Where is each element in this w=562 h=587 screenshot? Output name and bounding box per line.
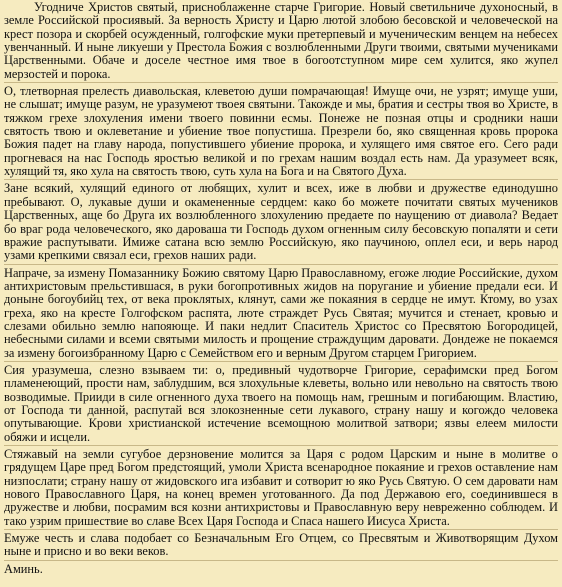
paragraph-3: Зане всякий, хулящий единого от любящих, хулит и всех, иже в любви и дружестве единодушно пребывают. О, лукавые души и окамененные сердцем: како бо можете почитати святых мучеников Царственных, аще бо Друга их возлюбленного злохулению предаете по наущению от диавола? Ведает бо враг рода человеческого, яко дароваша ти Господь духом огненным силу бесовскую попаляти и сети вражие распутывати. Имиже сатана всю землю Российскую, яко паучиною, оплел еси, и верь народ узами крепкими связал еси, грехов наших ради. (4, 182, 558, 264)
paragraph-6: Стяжавый на земли сугубое дерзновение молится за Царя с родом Царским и ныне в молитве о грядущем Царе пред Богом предстоящий, умоли Христа всенародное покаяние и грехов оставление нам низпослати; страну нашу от жидовского ига избавит и сотворит ю яко Русь Святую. О сем даровати нам нового Православного Царя, на конец времен уготованного. Да под Державою его, соединившеся в дружестве и любви, посрамим вся козни антихристовы и Православную веру невреженно соблюдем. И тако узрим пришествие во славе Всех Царя Господа и Спаса нашего Иисуса Христа. (4, 448, 558, 530)
paragraph-1: Угодниче Христов святый, присноблаженне старче Григорие. Новый светильниче духоносный, в земле Российской просиявый. За верность Христу и Царю лютой злобою бесовской и человеческой на крест позора и скорбей осужденный, голгофские муки претерпевый и мученическим венцем на небесех увенчанный. И ныне ликуеши у Престола Божия с возлюбленными Други твоими, святыми мучениками Царственными. Обаче и доселе честное имя твое в богоотступном мире сем хулится, яко жупел мерзостей и порока. (4, 1, 558, 83)
paragraph-4: Напраче, за измену Помазаннику Божию святому Царю Православному, егоже людие Российские, духом антихристовым прельстившася, в руки богопротивных жидов на поругание и убиение предали еси. И доныне богоубийц тех, от века проклятых, клянут, сами же покаяния в сердце не имут. Ктому, во узах греха, яко на кресте Голгофском распята, люте страждет Русь Святая; мучится и стенает, кровью и слезами обильно землю напояюще. И паки недлит Спаситель Христос со Пресвятою Богородицей, небесными силами и всеми святыми милость и прощение страждущим даровати. Дондеже не покаемся за измену богоизбранному Царю с Семейством его и верным Другом старцем Григорием. (4, 267, 558, 362)
paragraph-8: Аминь. (4, 561, 43, 576)
paragraph-5: Сия уразумеша, слезно взываем ти: о, предивный чудотворче Григорие, серафимски пред Богом пламенеющий, прости нам, заблудшим, вся злохульные клеветы, вольно или невольно на святость твою возводимые. Прииди в силе огненного духа твоего на помощь нам, грешным и погибающим. Властию, от Господа ти данной, распутай вся злокозненные сети лукавого, страну нашу и когождо человека опутывающие. Крови христианской истечение всемощною молитвой затвори; язвы елеем милости обяжи и исцели. (4, 364, 558, 446)
paragraph-2: О, тлетворная прелесть диавольская, клеветою души помрачающая! Имуще очи, не узрят; имуще уши, не слышат; имуще разум, не уразумеют твоея святыни. Такожде и мы, братия и сестры твоя во Христе, в тяжком грехе злохуления имени твоего повинни есмы. Понеже не позная отцы и сродники наши святость твою и оклеветание и убиение твое попустиша. Презрели бо, яко священная кровь пророка Божия падет на главу народа, попустившего убиение пророка, и хулящего имя святое его. Сего ради прогневася на нас Господь яростью великой и по грехам нашим воздал есть нам. Да уразумеет всяк, хулящий тя, яко хула на святость твою, суть хула на Бога и на Святого Духа. (4, 85, 558, 180)
paragraph-7: Емуже честь и слава подобает со Безначальным Его Отцем, со Пресвятым и Животворящим Духом ныне и присно и во веки веков. (4, 532, 558, 561)
